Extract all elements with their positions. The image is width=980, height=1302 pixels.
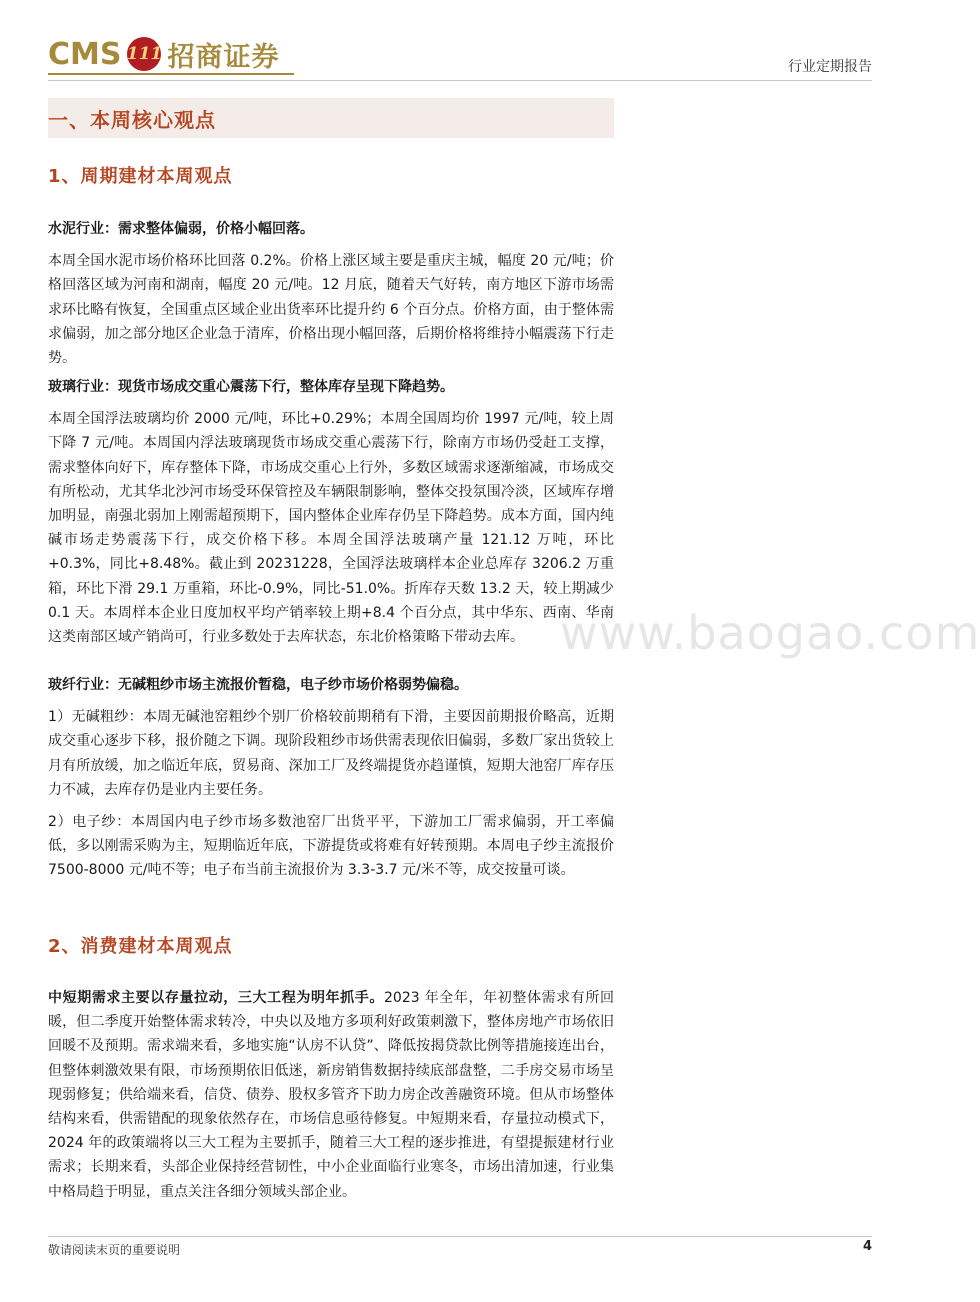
fiberglass-yarn-paragraph: 2）电子纱：本周国内电子纱市场多数池窑厂出货平平，下游加工厂需求偏弱，开工率偏低，多以刚需采购为主，短期临近年底，下游提货或将难有好转预期。本周电子纱主流报价 7500-8000 元/吨不等；电子布当前主流报价为 3.3-3.7 元/米不等，成交按量可谈。 xyxy=(48,814,614,879)
report-type-label: 行业定期报告 xyxy=(788,59,872,75)
glass-body: 本周全国浮法玻璃均价 2000 元/吨，环比+0.29%；本周全国周均价 1997 元/吨，较上周下降 7 元/吨。本周国内浮法玻璃现货市场成交重心震荡下行，除南方市场仍受赶工支撑，需求整体向好下，库存整体下降，市场成交重心上行外，多数区域需求逐渐缩减，市场成交有所松动，尤其华北沙河市场受环保管控及车辆限制影响，整体交投氛围冷淡，区域库存增加明显，南强北弱加上刚需超预期下，国内整体企业库存仍呈下降趋势。成本方面，国内纯碱市场走势震荡下行，成交价格下移。本周全国浮法玻璃产量 121.12 万吨，环比+0.3%，同比+8.48%。截止到 20231228，全国浮法玻璃样本企业总库存 3206.2 万重箱，环比下滑 29.1 万重箱，环比-0.9%，同比-51.0%。折库存天数 13.2 天，较上期减少 0.1 天。本周样本企业日度加权平均产销率较上期+8.4 个百分点，其中华东、西南、华南这类南部区域产销尚可，行业多数处于去库状态，东北价格策略下带动去库。 xyxy=(48,411,614,646)
consumer-block xyxy=(48,986,614,1204)
cement-lead: 水泥行业：需求整体偏弱，价格小幅回落。 xyxy=(48,221,314,237)
consumer-lead: 中短期需求主要以存量拉动，三大工程为明年抓手。 xyxy=(48,990,384,1006)
page-number: 4 xyxy=(862,1239,872,1254)
logo-company-name: 招商证券 xyxy=(167,41,280,73)
logo-cms-text: CMS xyxy=(48,36,122,72)
subsection-title-cyclical: 1、周期建材本周观点 xyxy=(48,166,233,187)
watermark: www.baogao.com xyxy=(560,606,980,660)
footer-divider xyxy=(48,1236,872,1237)
consumer-body: 2023 年全年，年初整体需求有所回暖，但二季度开始整体需求转冷，中央以及地方多项利好政策刺激下，整体房地产市场依旧回暖不及预期。需求端来看，多地实施“认房不认贷”、降低按揭贷款比例等措施接连出台，但整体刺激效果有限，市场预期依旧低迷，新房销售数据持续底部盘整，二手房交易市场呈现弱修复；供给端来看，信贷、债券、股权多管齐下助力房企改善融资环境。但从市场整体结构来看，供需错配的现象依然存在，市场信息亟待修复。中短期来看，存量拉动模式下，2024 年的政策端将以三大工程为主要抓手，随着三大工程的逐步推进，有望提振建材行业需求；长期来看，头部企业保持经营韧性，中小企业面临行业寒冬，市场出清加速，行业集中格局趋于明显，重点关注各细分领域头部企业。 xyxy=(48,990,614,1200)
fiberglass-block xyxy=(48,673,614,883)
header-divider xyxy=(48,80,872,81)
glass-block xyxy=(48,375,614,649)
fiberglass-roving-paragraph: 1）无碱粗纱：本周无碱池窑粗纱个别厂价格较前期稍有下滑，主要因前期报价略高，近期成交重心逐步下移，报价随之下调。现阶段粗纱市场供需表现依旧偏弱，多数厂家出货较上月有所放缓，加之临近年底，贸易商、深加工厂及终端提货亦趋谨慎，短期大池窑厂库存压力不减，去库存仍是业内主要任务。 xyxy=(48,709,614,798)
consumer-paragraph xyxy=(48,986,614,1204)
section-heading-band xyxy=(48,98,614,138)
company-logo xyxy=(48,32,279,76)
cement-block xyxy=(48,217,614,370)
section-title: 一、本周核心观点 xyxy=(48,108,216,132)
logo-emblem-icon xyxy=(127,37,161,71)
page-header xyxy=(48,28,872,80)
cement-body: 本周全国水泥市场价格环比回落 0.2%。价格上涨区域主要是重庆主城，幅度 20 元/吨；价格回落区域为河南和湖南，幅度 20 元/吨。12 月底，随着天气好转，南方地区下游市场需求环比略有恢复，全国重点区域企业出货率环比提升约 6 个百分点。价格方面，由于整体需求偏弱，加之部分地区企业急于清库，价格出现小幅回落，后期价格将维持小幅震荡下行走势。 xyxy=(48,253,614,367)
subsection-title-consumer: 2、消费建材本周观点 xyxy=(48,936,233,957)
fiberglass-lead: 玻纤行业：无碱粗纱市场主流报价暂稳，电子纱市场价格弱势偏稳。 xyxy=(48,677,468,693)
glass-lead: 玻璃行业：现货市场成交重心震荡下行，整体库存呈现下降趋势。 xyxy=(48,379,454,395)
footer-disclaimer: 敬请阅读末页的重要说明 xyxy=(48,1243,181,1257)
logo-emblem-text: 111 xyxy=(126,44,163,64)
logo-underline xyxy=(48,73,294,75)
